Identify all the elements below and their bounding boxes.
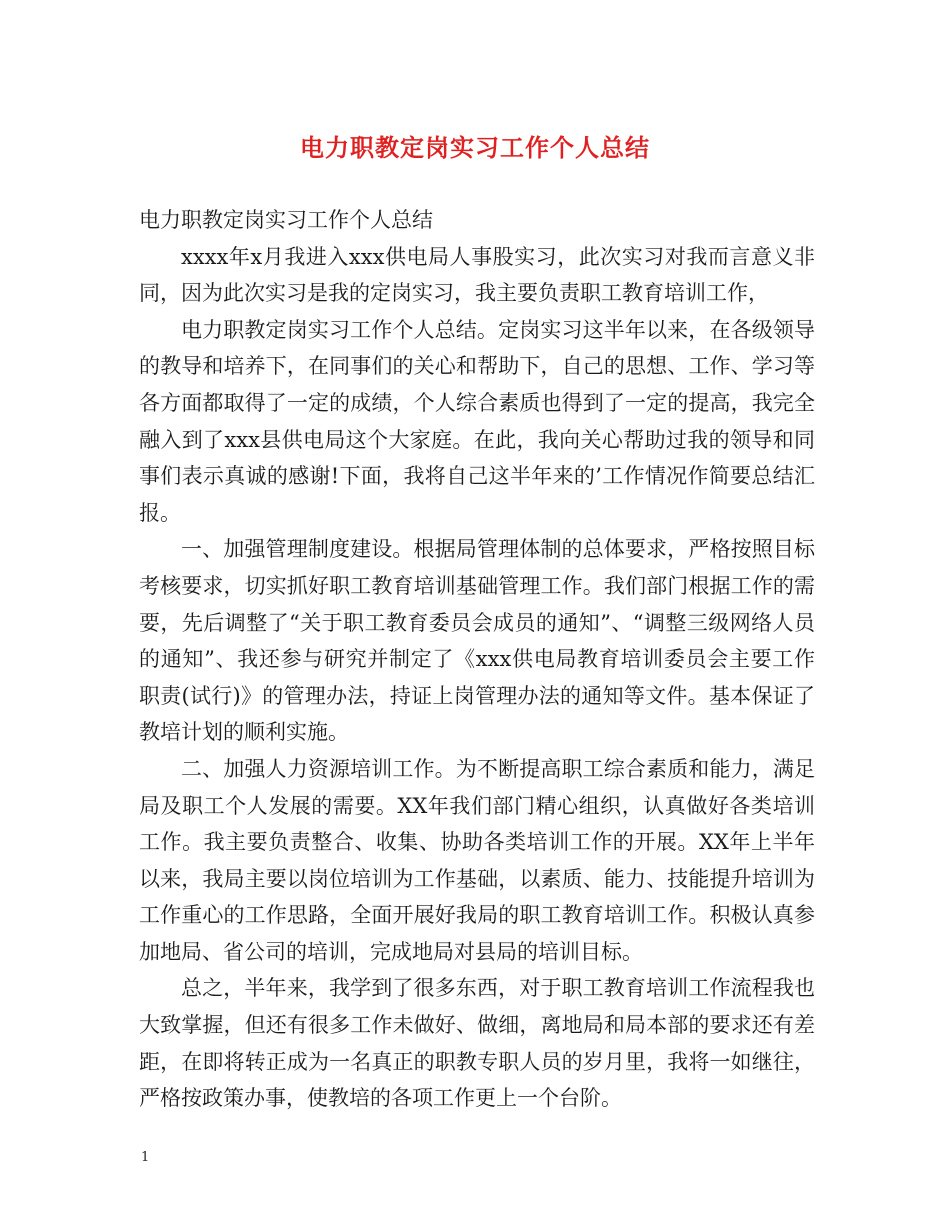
- paragraph-heading: 电力职教定岗实习工作个人总结: [139, 208, 433, 232]
- paragraph-section-2: 二、加强人力资源培训工作。为不断提高职工综合素质和能力，满足局及职工个人发展的需要。XX年我们部门精心组织，认真做好各类培训工作。我主要负责整合、收集、协助各类培训工作的开展。XX年上半年以来，我局主要以岗位培训为工作基础，以素质、能力、技能提升培训为工作重心的工作思路，全面开展好我局的职工教育培训工作。积极认真参加地局、省公司的培训，完成地局对县局的培训目标。: [139, 756, 815, 964]
- page-number: 1: [141, 1150, 150, 1165]
- document-body: [139, 202, 815, 1117]
- paragraph-section-1: 一、加强管理制度建设。根据局管理体制的总体要求，严格按照目标考核要求，切实抓好职工教育培训基础管理工作。我们部门根据工作的需要，先后调整了“关于职工教育委员会成员的通知”、“调整三级网络人员的通知”、我还参与研究并制定了《xxx供电局教育培训委员会主要工作职责(试行)》的管理办法，持证上岗管理办法的通知等文件。基本保证了教培计划的顺利实施。: [139, 537, 815, 745]
- document-title: 电力职教定岗实习工作个人总结: [300, 134, 650, 162]
- paragraph-summary: 电力职教定岗实习工作个人总结。定岗实习这半年以来，在各级领导的教导和培养下，在同事们的关心和帮助下，自己的思想、工作、学习等各方面都取得了一定的成绩，个人综合素质也得到了一定的提高，我完全融入到了xxx县供电局这个大家庭。在此，我向关心帮助过我的领导和同事们表示真诚的感谢!下面，我将自己这半年来的’工作情况作简要总结汇报。: [139, 317, 815, 525]
- paragraph-conclusion: 总之，半年来，我学到了很多东西，对于职工教育培训工作流程我也大致掌握，但还有很多工作未做好、做细，离地局和局本部的要求还有差距，在即将转正成为一名真正的职教专职人员的岁月里，我将一如继往，严格按政策办事，使教培的各项工作更上一个台阶。: [139, 976, 815, 1111]
- paragraph-intro: xxxx年x月我进入xxx供电局人事股实习，此次实习对我而言意义非同，因为此次实习是我的定岗实习，我主要负责职工教育培训工作，: [139, 244, 815, 306]
